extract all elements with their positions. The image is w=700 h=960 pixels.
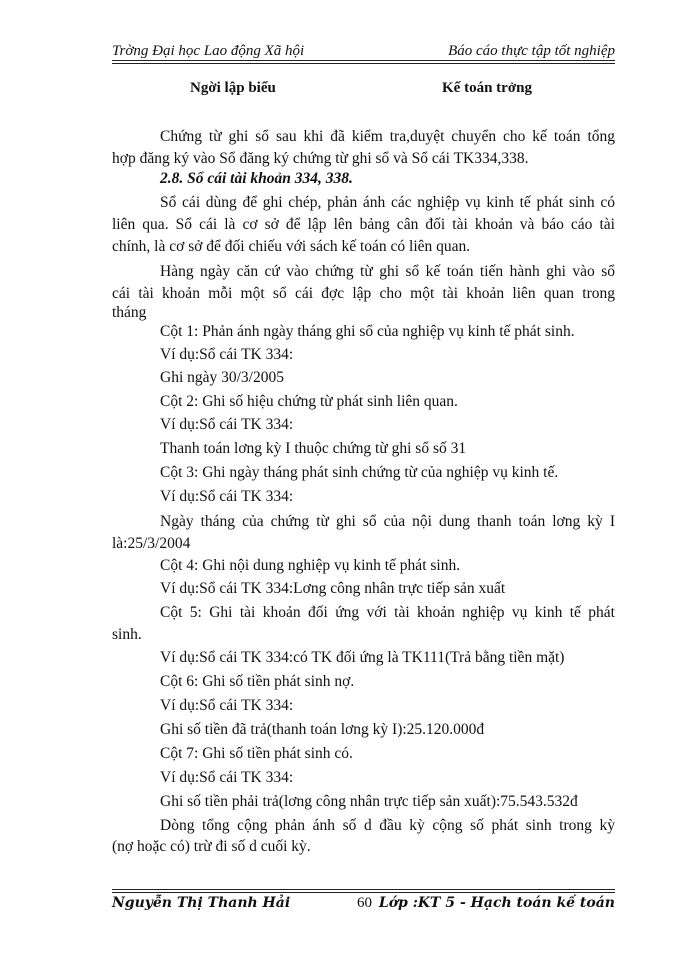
footer-rule [112,889,615,893]
paragraph-line: Hàng ngày căn cứ vào chứng từ ghi sổ kế toán tiến hành ghi vào sổ [160,263,615,280]
header-rule [112,60,615,64]
paragraph-line: chính, là cơ sở để đối chiếu với sách kế toán có liên quan. [112,238,471,255]
page-footer [112,893,615,913]
paragraph-line: cái tài khoản mỗi một sổ cái đợc lập cho một tài khoản liên quan trong [112,285,615,302]
paragraph-line: Chứng từ ghi sổ sau khi đã kiểm tra,duyệt chuyển cho kế toán tổng [160,128,615,145]
paragraph-line: Dòng tổng cộng phản ánh số d đầu kỳ cộng số phát sinh trong kỳ [160,817,615,834]
page-number: 60 [357,895,372,911]
paragraph-line: là:25/3/2004 [112,535,191,552]
paragraph-line: Ví dụ:Sổ cái TK 334: [160,697,294,714]
paragraph-line: Cột 1: Phản ánh ngày tháng ghi sổ của nghiệp vụ kinh tế phát sinh. [160,323,575,340]
paragraph-line: Ví dụ:Sổ cái TK 334:Lơng công nhân trực tiếp sản xuất [160,580,506,597]
header-school: Trờng Đại học Lao động Xã hội [112,43,305,59]
paragraph-line: Ví dụ:Sổ cái TK 334: [160,346,294,363]
footer-author: Nguyễn Thị Thanh Hải [112,895,291,911]
paragraph-line: Ghi ngày 30/3/2005 [160,369,284,386]
paragraph-line: hợp đăng ký vào Sổ đăng ký chứng từ ghi sổ và Sổ cái TK334,338. [112,150,529,167]
paragraph-line: (nợ hoặc có) trừ đi số d cuối kỳ. [112,838,311,855]
paragraph-line: Ví dụ:Sổ cái TK 334: [160,769,294,786]
paragraph-line: Thanh toán lơng kỳ I thuộc chứng từ ghi sổ số 31 [160,440,467,457]
paragraph-line: Cột 2: Ghi số hiệu chứng từ phát sinh liên quan. [160,393,458,410]
paragraph-line: Cột 4: Ghi nội dung nghiệp vụ kinh tế phát sinh. [160,557,461,574]
preparer-label: Ngời lập biểu [190,80,276,96]
paragraph-line: sinh. [112,626,142,643]
paragraph-line: Cột 5: Ghi tài khoản đối ứng với tài khoản nghiệp vụ kinh tế phát [160,604,615,621]
paragraph-line: Ghi số tiền đã trả(thanh toán lơng kỳ I):25.120.000đ [160,721,485,738]
paragraph-line: liên qua. Sổ cái là cơ sở để lập lên bảng cân đối tài khoản và báo cáo tài [112,216,615,233]
paragraph-line: Sổ cái dùng để ghi chép, phản ánh các nghiệp vụ kinh tế phát sinh có [160,194,615,211]
page-header [112,40,615,60]
paragraph-line: Ví dụ:Sổ cái TK 334: [160,488,294,505]
paragraph-line: Cột 3: Ghi ngày tháng phát sinh chứng từ của nghiệp vụ kinh tế. [160,464,559,481]
paragraph-line: Ngày tháng của chứng từ ghi sổ của nội dung thanh toán lơng kỳ I [160,513,615,530]
paragraph-line: Ví dụ:Sổ cái TK 334:có TK đối ứng là TK111(Trả bằng tiền mặt) [160,649,565,666]
header-report-title: Báo cáo thực tập tốt nghiệp [448,43,615,59]
chief-accountant-label: Kế toán trởng [442,80,532,96]
paragraph-line: Cột 7: Ghi số tiền phát sinh có. [160,745,353,762]
paragraph-line: Ghi số tiền phải trả(lơng công nhân trực tiếp sản xuất):75.543.532đ [160,793,578,810]
paragraph-line: Ví dụ:Sổ cái TK 334: [160,416,294,433]
paragraph-line: Cột 6: Ghi số tiền phát sinh nợ. [160,673,355,690]
section-heading: 2.8. Sổ cái tài khoản 334, 338. [160,170,353,187]
footer-class: Lớp :KT 5 - Hạch toán kế toán [378,895,615,911]
paragraph-line: tháng [112,304,147,321]
